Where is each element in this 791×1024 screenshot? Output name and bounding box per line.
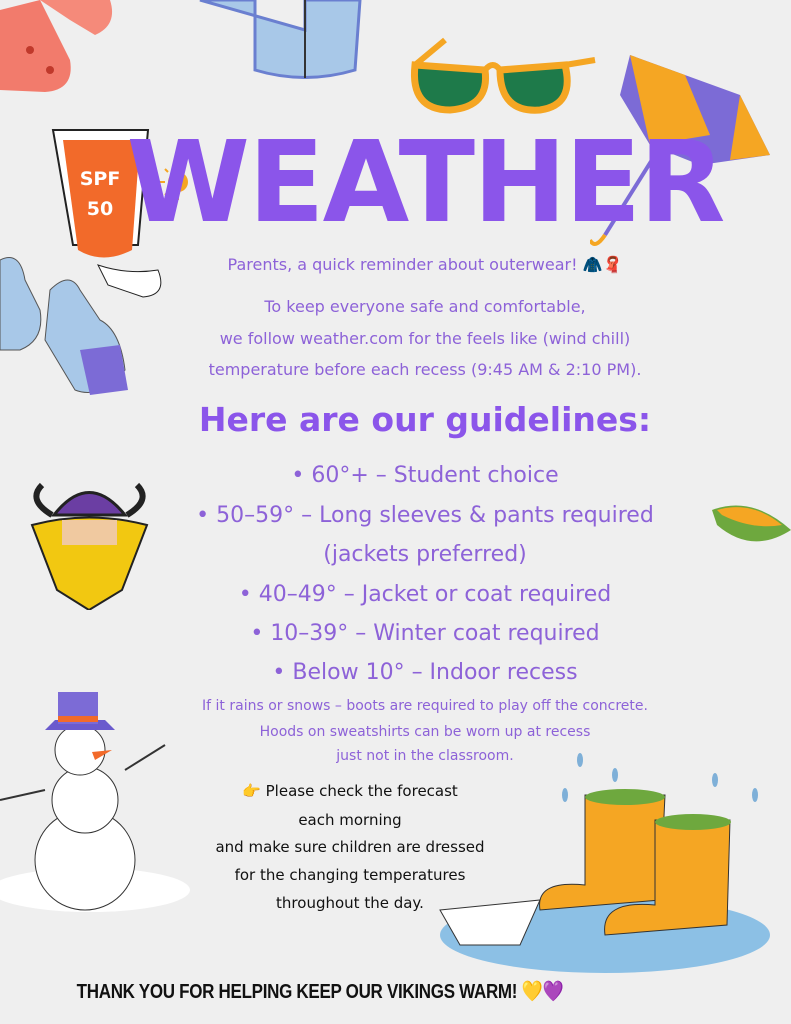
reminder-line: 👉 Please check the forecast (242, 782, 458, 800)
guidelines-heading: Here are our guidelines: (198, 400, 652, 439)
guideline-item: • 10–39° – Winter coat required (250, 621, 600, 646)
sunglasses-icon (405, 35, 600, 120)
reminder-line: for the changing temperatures (234, 866, 466, 884)
guideline-item: • 60°+ – Student choice (291, 463, 559, 488)
paragraph-line: we follow weather.com for the feels like (wind chill) (219, 329, 631, 348)
reminder-line: each morning (298, 811, 402, 829)
reminder-line: throughout the day. (276, 894, 424, 912)
page-title: WEATHER (126, 118, 724, 248)
socks-icon (0, 0, 120, 95)
paragraph-line: To keep everyone safe and comfortable, (264, 297, 586, 316)
note-line: just not in the classroom. (336, 748, 514, 764)
guideline-item: • 50–59° – Long sleeves & pants required (196, 503, 654, 528)
note-line: If it rains or snows – boots are required to play off the concrete. (202, 698, 648, 714)
footer-thank-you: THANK YOU FOR HELPING KEEP OUR VIKINGS WARM! 💛💜 (76, 980, 564, 1003)
paragraph-line: temperature before each recess (9:45 AM & 2:10 PM). (208, 360, 642, 379)
jacket-icon (195, 0, 370, 85)
intro-text: Parents, a quick reminder about outerwear! 🧥🧣 (227, 255, 623, 274)
svg-text:50: 50 (86, 198, 114, 220)
guideline-item: • Below 10° – Indoor recess (272, 660, 578, 685)
guideline-item: (jackets preferred) (323, 542, 527, 567)
guideline-item: • 40–49° – Jacket or coat required (238, 582, 612, 607)
note-line: Hoods on sweatshirts can be worn up at recess (259, 724, 591, 740)
svg-text:SPF: SPF (79, 168, 121, 190)
reminder-line: and make sure children are dressed (215, 838, 485, 856)
